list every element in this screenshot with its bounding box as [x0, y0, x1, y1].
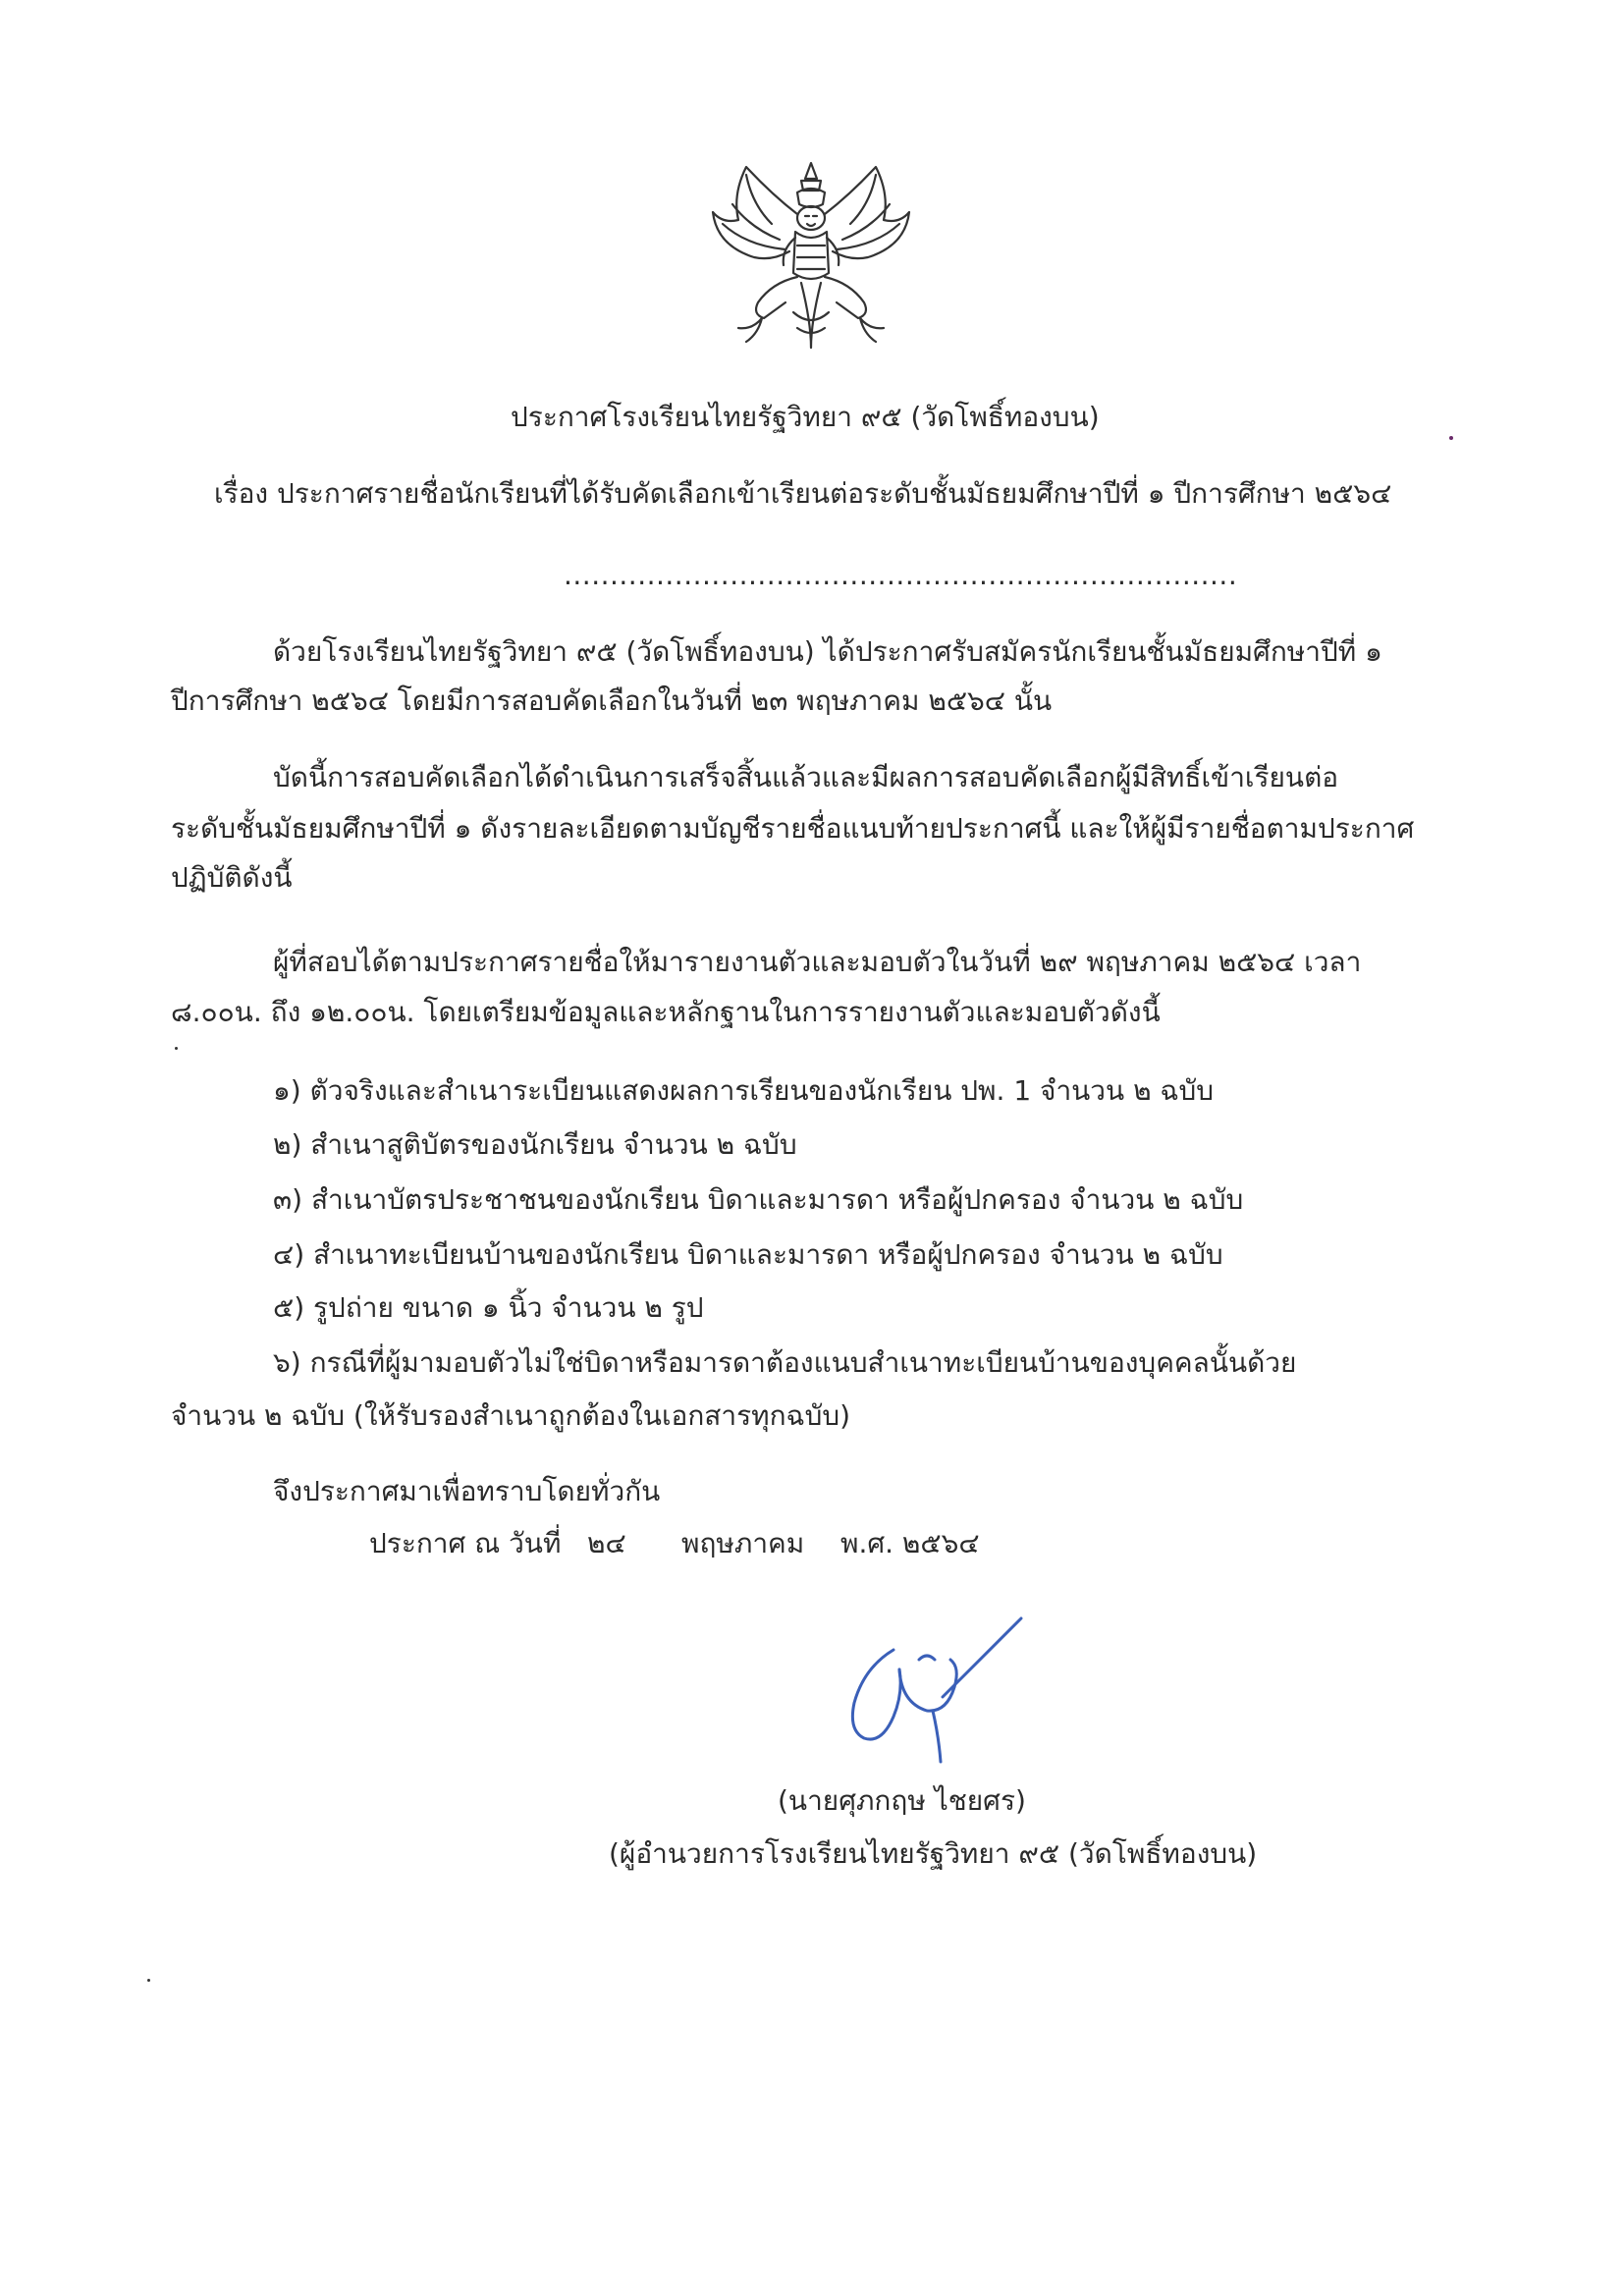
date-year: พ.ศ. ๒๕๖๔ — [840, 1527, 980, 1559]
paragraph-2-line-2: ระดับชั้นมัธยมศึกษาปีที่ ๑ ดังรายละเอียดตามบัญชีรายชื่อแนบท้ายประกาศนี้ และให้ผู้มีรายชื่อตามประกาศ — [171, 812, 1415, 845]
list-item: ๔) สำเนาทะเบียนบ้านของนักเรียน บิดาและมารดา หรือผู้ปกครอง จำนวน ๒ ฉบับ — [273, 1238, 1223, 1271]
subject-line: เรื่อง ประกาศรายชื่อนักเรียนที่ได้รับคัดเลือกเข้าเรียนต่อระดับชั้นมัธยมศึกษาปีที่ ๑ ปีการศึกษา ๒๕๖๔ — [214, 477, 1392, 510]
list-item-continuation: จำนวน ๒ ฉบับ (ให้รับรองสำเนาถูกต้องในเอกสารทุกฉบับ) — [171, 1399, 851, 1432]
list-item: ๕) รูปถ่าย ขนาด ๑ นิ้ว จำนวน ๒ รูป — [273, 1291, 704, 1324]
list-item: ๑) ตัวจริงและสำเนาระเบียนแสดงผลการเรียนของนักเรียน ปพ. 1 จำนวน ๒ ฉบับ — [273, 1074, 1215, 1107]
paragraph-3-line-1: ผู้ที่สอบได้ตามประกาศรายชื่อให้มารายงานตัวและมอบตัวในวันที่ ๒๙ พฤษภาคม ๒๕๖๔ เวลา — [273, 946, 1362, 978]
paragraph-3-line-2: ๘.๐๐น. ถึง ๑๒.๐๐น. โดยเตรียมข้อมูลและหลักฐานในการรายงานตัวและมอบตัวดังนี้ — [171, 996, 1161, 1028]
handwritten-signature-icon — [825, 1609, 1031, 1766]
signatory-name: (นายศุภกฤษ ไชยศร) — [778, 1784, 1026, 1817]
paragraph-1-line-2: ปีการศึกษา ๒๕๖๔ โดยมีการสอบคัดเลือกในวันที่ ๒๓ พฤษภาคม ๒๕๖๔ นั้น — [171, 684, 1053, 717]
date-month: พฤษภาคม — [681, 1527, 805, 1559]
list-item: ๓) สำเนาบัตรประชาชนของนักเรียน บิดาและมารดา หรือผู้ปกครอง จำนวน ๒ ฉบับ — [273, 1183, 1244, 1216]
scan-speck — [147, 1979, 150, 1982]
garuda-emblem-icon — [703, 155, 919, 352]
list-item: ๒) สำเนาสูติบัตรของนักเรียน จำนวน ๒ ฉบับ — [273, 1128, 797, 1161]
date-prefix: ประกาศ ณ วันที่ — [369, 1527, 562, 1559]
divider-dots: ......................................................................... — [564, 559, 1238, 591]
date-day: ๒๔ — [587, 1527, 626, 1559]
scan-speck — [175, 1047, 178, 1050]
paragraph-2-line-3: ปฏิบัติดังนี้ — [171, 861, 293, 894]
closing-line: จึงประกาศมาเพื่อทราบโดยทั่วกัน — [273, 1475, 661, 1507]
list-item: ๖) กรณีที่ผู้มามอบตัวไม่ใช่บิดาหรือมารดาต้องแนบสำเนาทะเบียนบ้านของบุคคลนั้นด้วย — [273, 1346, 1297, 1379]
paragraph-2-line-1: บัดนี้การสอบคัดเลือกได้ดำเนินการเสร็จสิ้นแล้วและมีผลการสอบคัดเลือกผู้มีสิทธิ์เข้าเรียนต่อ — [273, 761, 1339, 793]
paragraph-1-line-1: ด้วยโรงเรียนไทยรัฐวิทยา ๙๕ (วัดโพธิ์ทองบน) ได้ประกาศรับสมัครนักเรียนชั้นมัธยมศึกษาปีที่ ๑ — [273, 635, 1382, 668]
page-title: ประกาศโรงเรียนไทยรัฐวิทยา ๙๕ (วัดโพธิ์ทองบน) — [511, 401, 1100, 433]
scan-speck — [1449, 436, 1453, 440]
signatory-position: (ผู้อำนวยการโรงเรียนไทยรัฐวิทยา ๙๕ (วัดโพธิ์ทองบน) — [609, 1837, 1258, 1870]
